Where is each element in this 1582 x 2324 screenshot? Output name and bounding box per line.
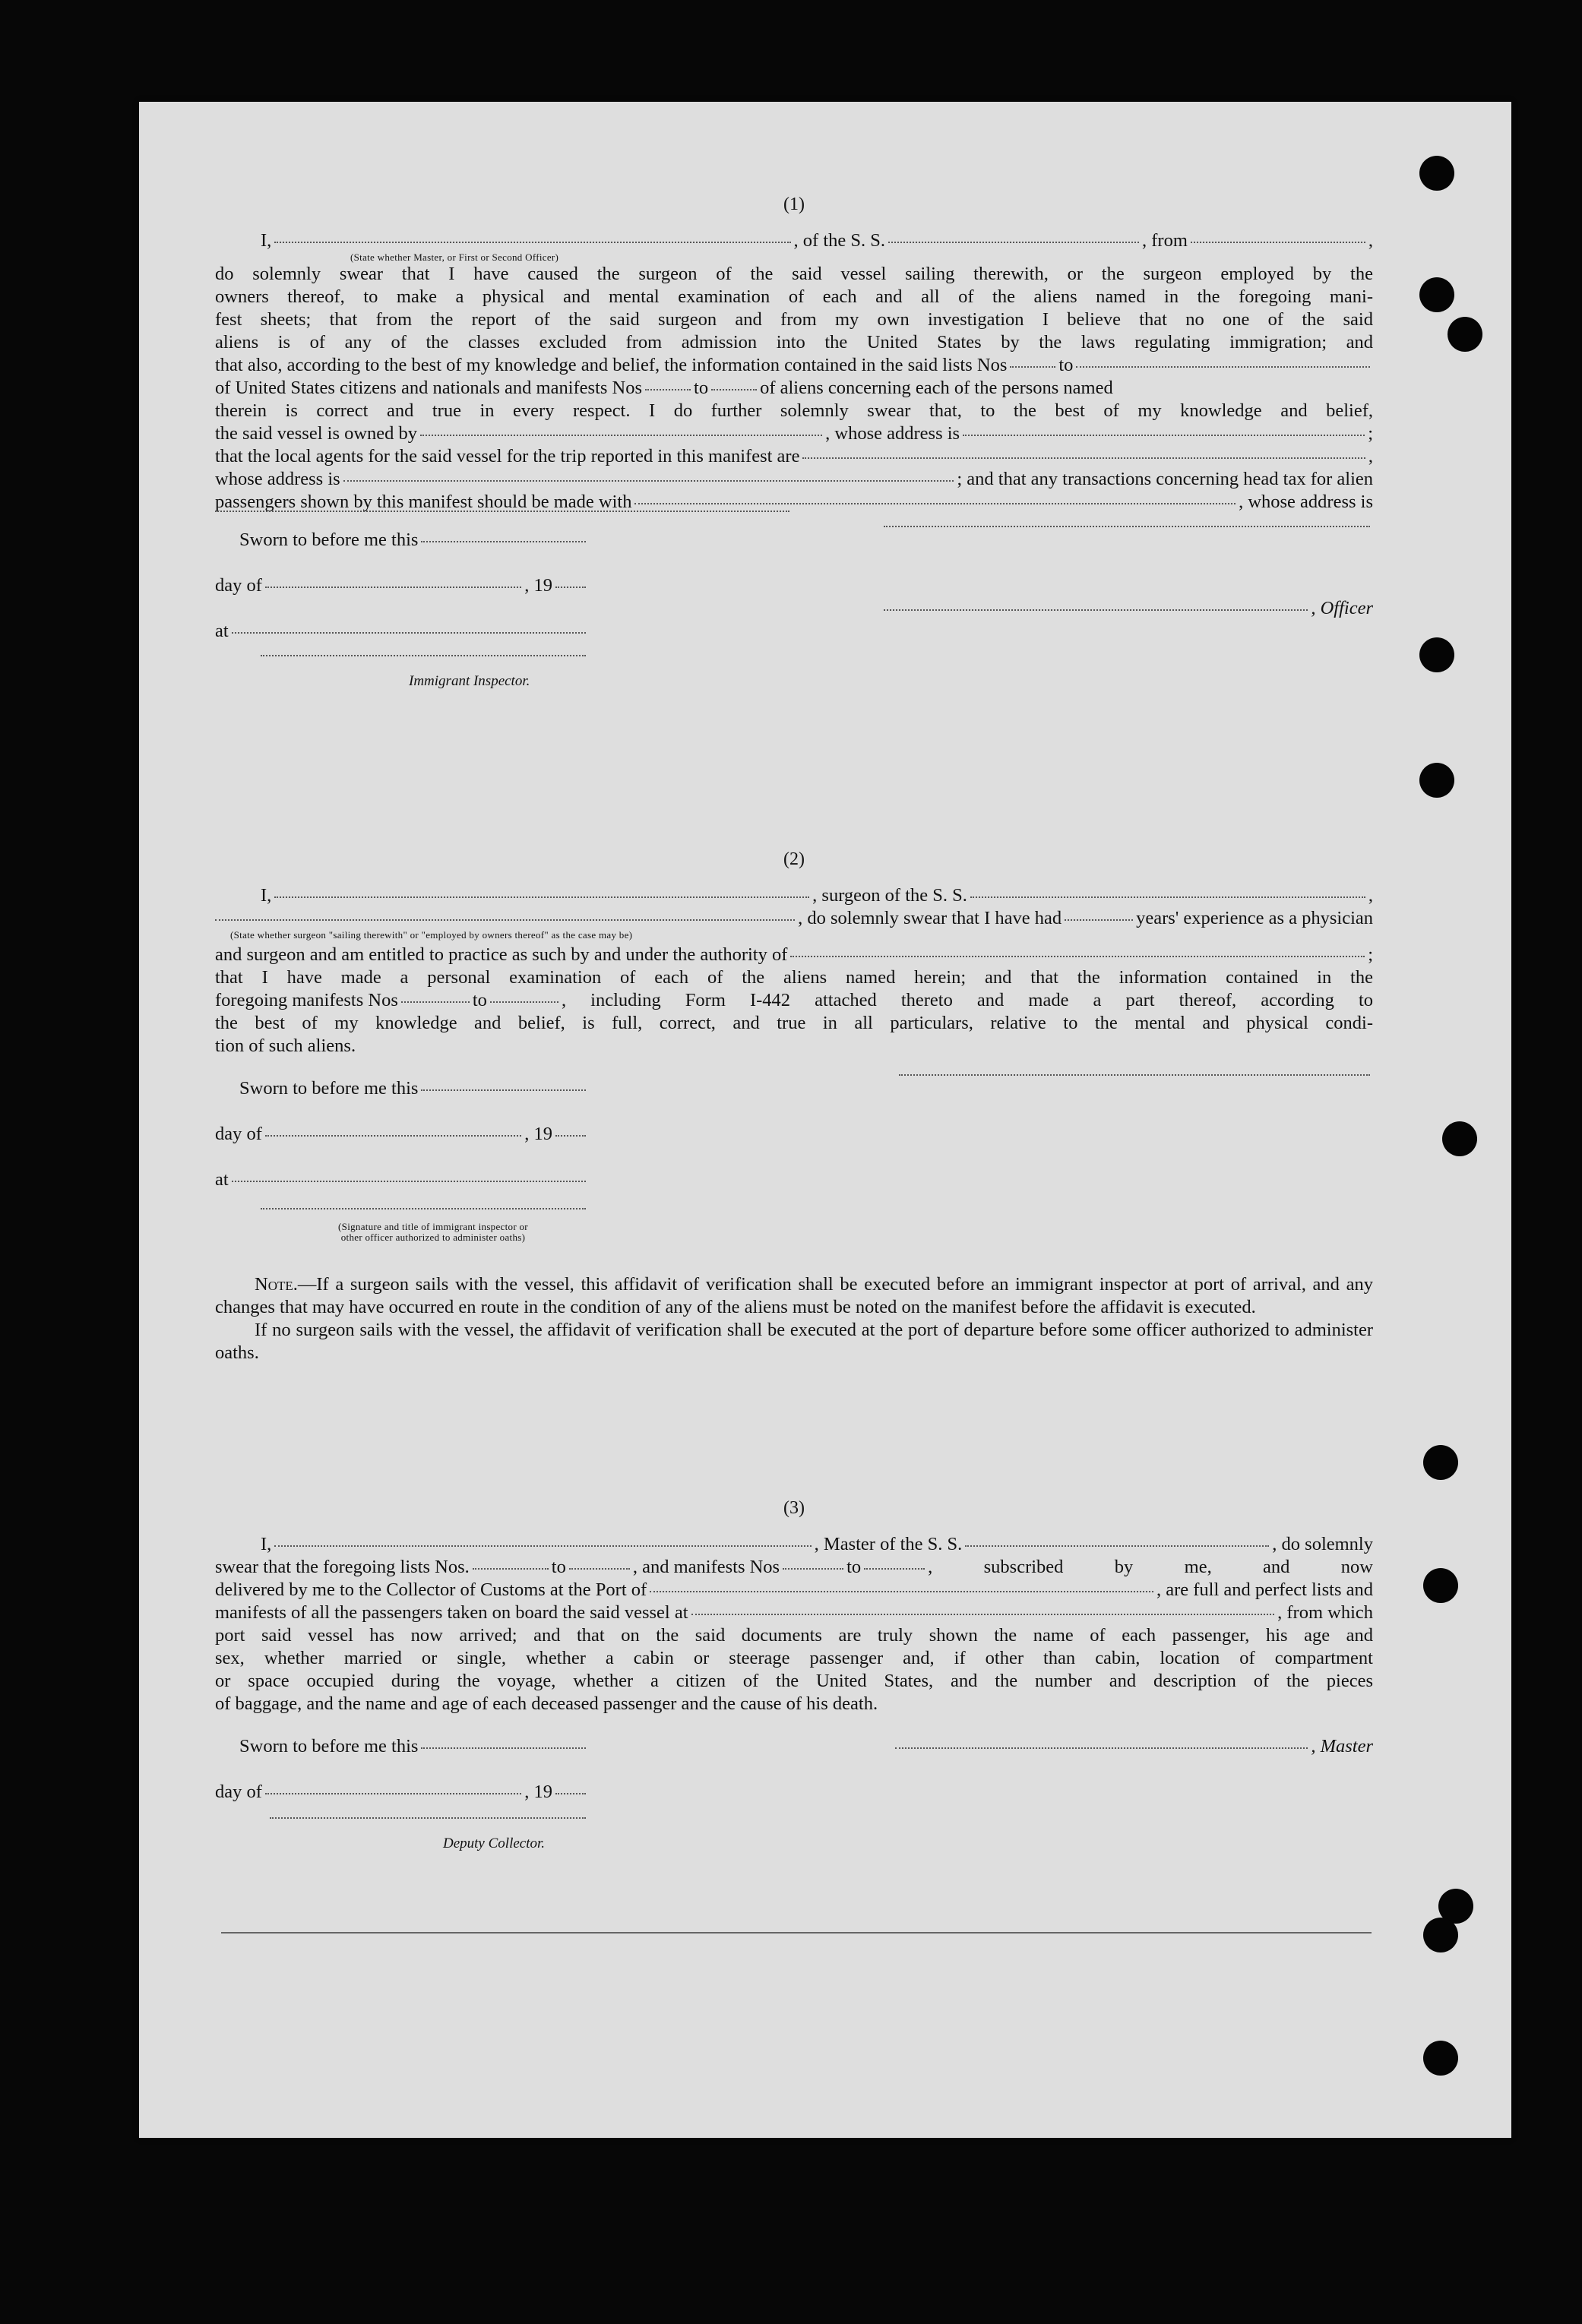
oath-line-1: I, , of the S. S. , from , <box>261 230 1373 251</box>
note-block <box>215 1273 1373 1364</box>
punch-hole-icon <box>1419 763 1454 798</box>
master-name-field[interactable] <box>274 1545 811 1547</box>
surgeon-signature-field[interactable] <box>899 1074 1370 1076</box>
oath-text: the best of my knowledge and belief, is full, correct, and true in all particulars, relative to the mental and physical condi- <box>215 1013 1373 1033</box>
sworn-date-field[interactable] <box>421 1747 586 1749</box>
oath-text: foregoing manifests Nos to , including Form I-442 attached thereto and made a part thereof, according to <box>215 990 1373 1010</box>
oath-text: owners thereof, to make a physical and mental examination of each and all of the aliens named in the foregoing mani- <box>215 286 1373 307</box>
note-text: —If a surgeon sails with the vessel, this affidavit of verification shall be executed before an immigrant inspector at port of arrival, and any changes that may have occurred en route in the condition of any of the aliens must be noted on the manifest before the affidavit is executed. <box>215 1274 1373 1317</box>
officer-signature-field[interactable] <box>261 1208 586 1209</box>
oath-text: passengers shown by this manifest should be made with , whose address is <box>215 492 1373 512</box>
inspector-caption: Immigrant Inspector. <box>409 673 530 689</box>
note-label: Note. <box>255 1274 298 1295</box>
oath-text: fest sheets; that from the report of the said surgeon and from my own investigation I believe that no one of the said <box>215 309 1373 330</box>
punch-hole-icon <box>1419 156 1454 191</box>
year-field[interactable] <box>555 587 586 588</box>
manifest-from-field[interactable] <box>783 1568 843 1570</box>
place-field[interactable] <box>232 632 586 634</box>
list-from-field[interactable] <box>473 1568 549 1570</box>
punch-hole-icon <box>1423 1918 1458 1952</box>
officer-name-field[interactable] <box>884 609 1308 611</box>
master-signature-field[interactable] <box>895 1747 1308 1749</box>
inspector-signature-field[interactable] <box>261 655 586 656</box>
head-tax-address-field[interactable] <box>215 511 789 512</box>
oath-text: that the local agents for the said vessel for the trip reported in this manifest are , <box>215 446 1373 466</box>
section-2 <box>215 848 1373 1364</box>
vessel-field[interactable] <box>970 896 1365 898</box>
form-page <box>139 102 1511 2138</box>
section-1 <box>215 193 1373 711</box>
owner-field[interactable] <box>420 435 822 436</box>
collector-signature-field[interactable] <box>270 1817 586 1819</box>
oath-text: therein is correct and true in every respect. I do further solemnly swear that, to the best of my knowledge and belief, <box>215 400 1373 421</box>
deputy-caption: Deputy Collector. <box>443 1835 546 1851</box>
oath-text: aliens is of any of the classes excluded from admission into the United States by the laws regulating immigration; and <box>215 332 1373 353</box>
oath-text: swear that the foregoing lists Nos. to , and manifests Nos to , subscribed by me, and now <box>215 1557 1373 1577</box>
oath-line-1: I, , surgeon of the S. S. , <box>261 885 1373 906</box>
address-line <box>215 514 793 515</box>
place-field[interactable] <box>232 1181 586 1182</box>
year-field[interactable] <box>555 1793 586 1794</box>
signature-hint: (Signature and title of immigrant inspector or other officer authorized to administer oaths) <box>338 1221 528 1243</box>
year-field[interactable] <box>555 1135 586 1137</box>
years-field[interactable] <box>1065 919 1133 921</box>
oath-text: of baggage, and the name and age of each deceased passenger and the cause of his death. <box>215 1693 878 1714</box>
punch-hole-icon <box>1448 317 1482 352</box>
agents-address-field[interactable] <box>343 480 954 482</box>
month-field[interactable] <box>265 1135 521 1137</box>
oath-text: sex, whether married or single, whether a cabin or steerage passenger and, if other than cabin, location of compartment <box>215 1648 1373 1668</box>
manifest-from-field[interactable] <box>645 389 691 390</box>
section-number: (3) <box>783 1498 805 1518</box>
signature-block-2: Sworn to before me this day of , 19 at (Signature and title of immigrant inspector or other officer authorized to administer oaths) <box>215 1077 1373 1267</box>
punch-hole-icon <box>1442 1121 1477 1156</box>
month-field[interactable] <box>265 587 521 588</box>
head-tax-field[interactable] <box>634 503 1236 504</box>
section-number: (1) <box>783 194 805 214</box>
vessel-field[interactable] <box>888 242 1139 243</box>
oath-text: port said vessel has now arrived; and that on the said documents are truly shown the name of each passenger, his age and <box>215 1625 1373 1646</box>
oath-text: the said vessel is owned by , whose address is ; <box>215 423 1374 444</box>
oath-text: do solemnly swear that I have caused the surgeon of the said vessel sailing therewith, or the surgeon employed by the <box>215 264 1373 284</box>
manifest-to-field[interactable] <box>864 1568 925 1570</box>
oath-text: and surgeon and am entitled to practice as such by and under the authority of ; <box>215 944 1373 965</box>
punch-hole-icon <box>1423 1445 1458 1480</box>
authority-field[interactable] <box>790 956 1365 957</box>
oath-text: whose address is ; and that any transactions concerning head tax for alien <box>215 469 1373 489</box>
port-field[interactable] <box>650 1591 1153 1592</box>
manifest-to-field[interactable] <box>711 389 757 390</box>
signature-block-1: Sworn to before me this day of , 19 at Immigrant Inspector. , Officer <box>215 529 1373 711</box>
punch-hole-icon <box>1419 637 1454 672</box>
oath-text: tion of such aliens. <box>215 1036 356 1056</box>
agents-field[interactable] <box>802 457 1365 459</box>
oath-text: delivered by me to the Collector of Customs at the Port of , are full and perfect lists and <box>215 1579 1373 1600</box>
oath-text: manifests of all the passengers taken on board the said vessel at , from which <box>215 1602 1373 1623</box>
field-hint: (State whether Master, or First or Second Officer) <box>350 251 559 263</box>
sworn-date-field[interactable] <box>421 541 586 542</box>
surgeon-status-field[interactable] <box>215 919 795 921</box>
name-field[interactable] <box>274 242 790 243</box>
month-field[interactable] <box>265 1793 521 1794</box>
note-text: If no surgeon sails with the vessel, the affidavit of verification shall be executed at the port of departure before some officer authorized to administer oaths. <box>215 1320 1373 1363</box>
section-number: (2) <box>783 849 805 869</box>
punch-hole-icon <box>1423 2041 1458 2076</box>
oath-text: of United States citizens and nationals and manifests Nos to of aliens concerning each of the persons named <box>215 378 1113 398</box>
oath-line-1: I, , Master of the S. S. , do solemnly <box>261 1534 1373 1554</box>
list-to-field[interactable] <box>1076 366 1370 368</box>
oath-text: or space occupied during the voyage, whether a citizen of the United States, and the number and description of the pieces <box>215 1671 1373 1691</box>
owner-address-field[interactable] <box>963 435 1365 436</box>
oath-text: that I have made a personal examination of each of the aliens named herein; and that the information contained in the <box>215 967 1373 988</box>
bottom-rule <box>221 1932 1372 1934</box>
punch-hole-icon <box>1419 277 1454 312</box>
list-from-field[interactable] <box>1010 366 1055 368</box>
list-to-field[interactable] <box>569 1568 630 1570</box>
manifest-to-field[interactable] <box>490 1001 558 1003</box>
punch-hole-icon <box>1423 1568 1458 1603</box>
departure-port-field[interactable] <box>691 1614 1275 1615</box>
vessel-field[interactable] <box>965 1545 1269 1547</box>
section-3 <box>215 1497 1373 1887</box>
manifest-from-field[interactable] <box>401 1001 470 1003</box>
oath-text: that also, according to the best of my knowledge and belief, the information contained in the said lists Nos to <box>215 354 1373 377</box>
oath-line-2: , do solemnly swear that I have had years' experience as a physician <box>215 907 1373 930</box>
officer-signature-field[interactable] <box>884 526 1370 527</box>
field-hint: (State whether surgeon "sailing therewith" or "employed by owners thereof" as the case may be) <box>230 929 633 941</box>
signature-block-3: Sworn to before me this day of , 19 Deputy Collector. , Master <box>215 1735 1373 1887</box>
surgeon-name-field[interactable] <box>274 896 809 898</box>
sworn-date-field[interactable] <box>421 1089 586 1091</box>
from-field[interactable] <box>1191 242 1365 243</box>
